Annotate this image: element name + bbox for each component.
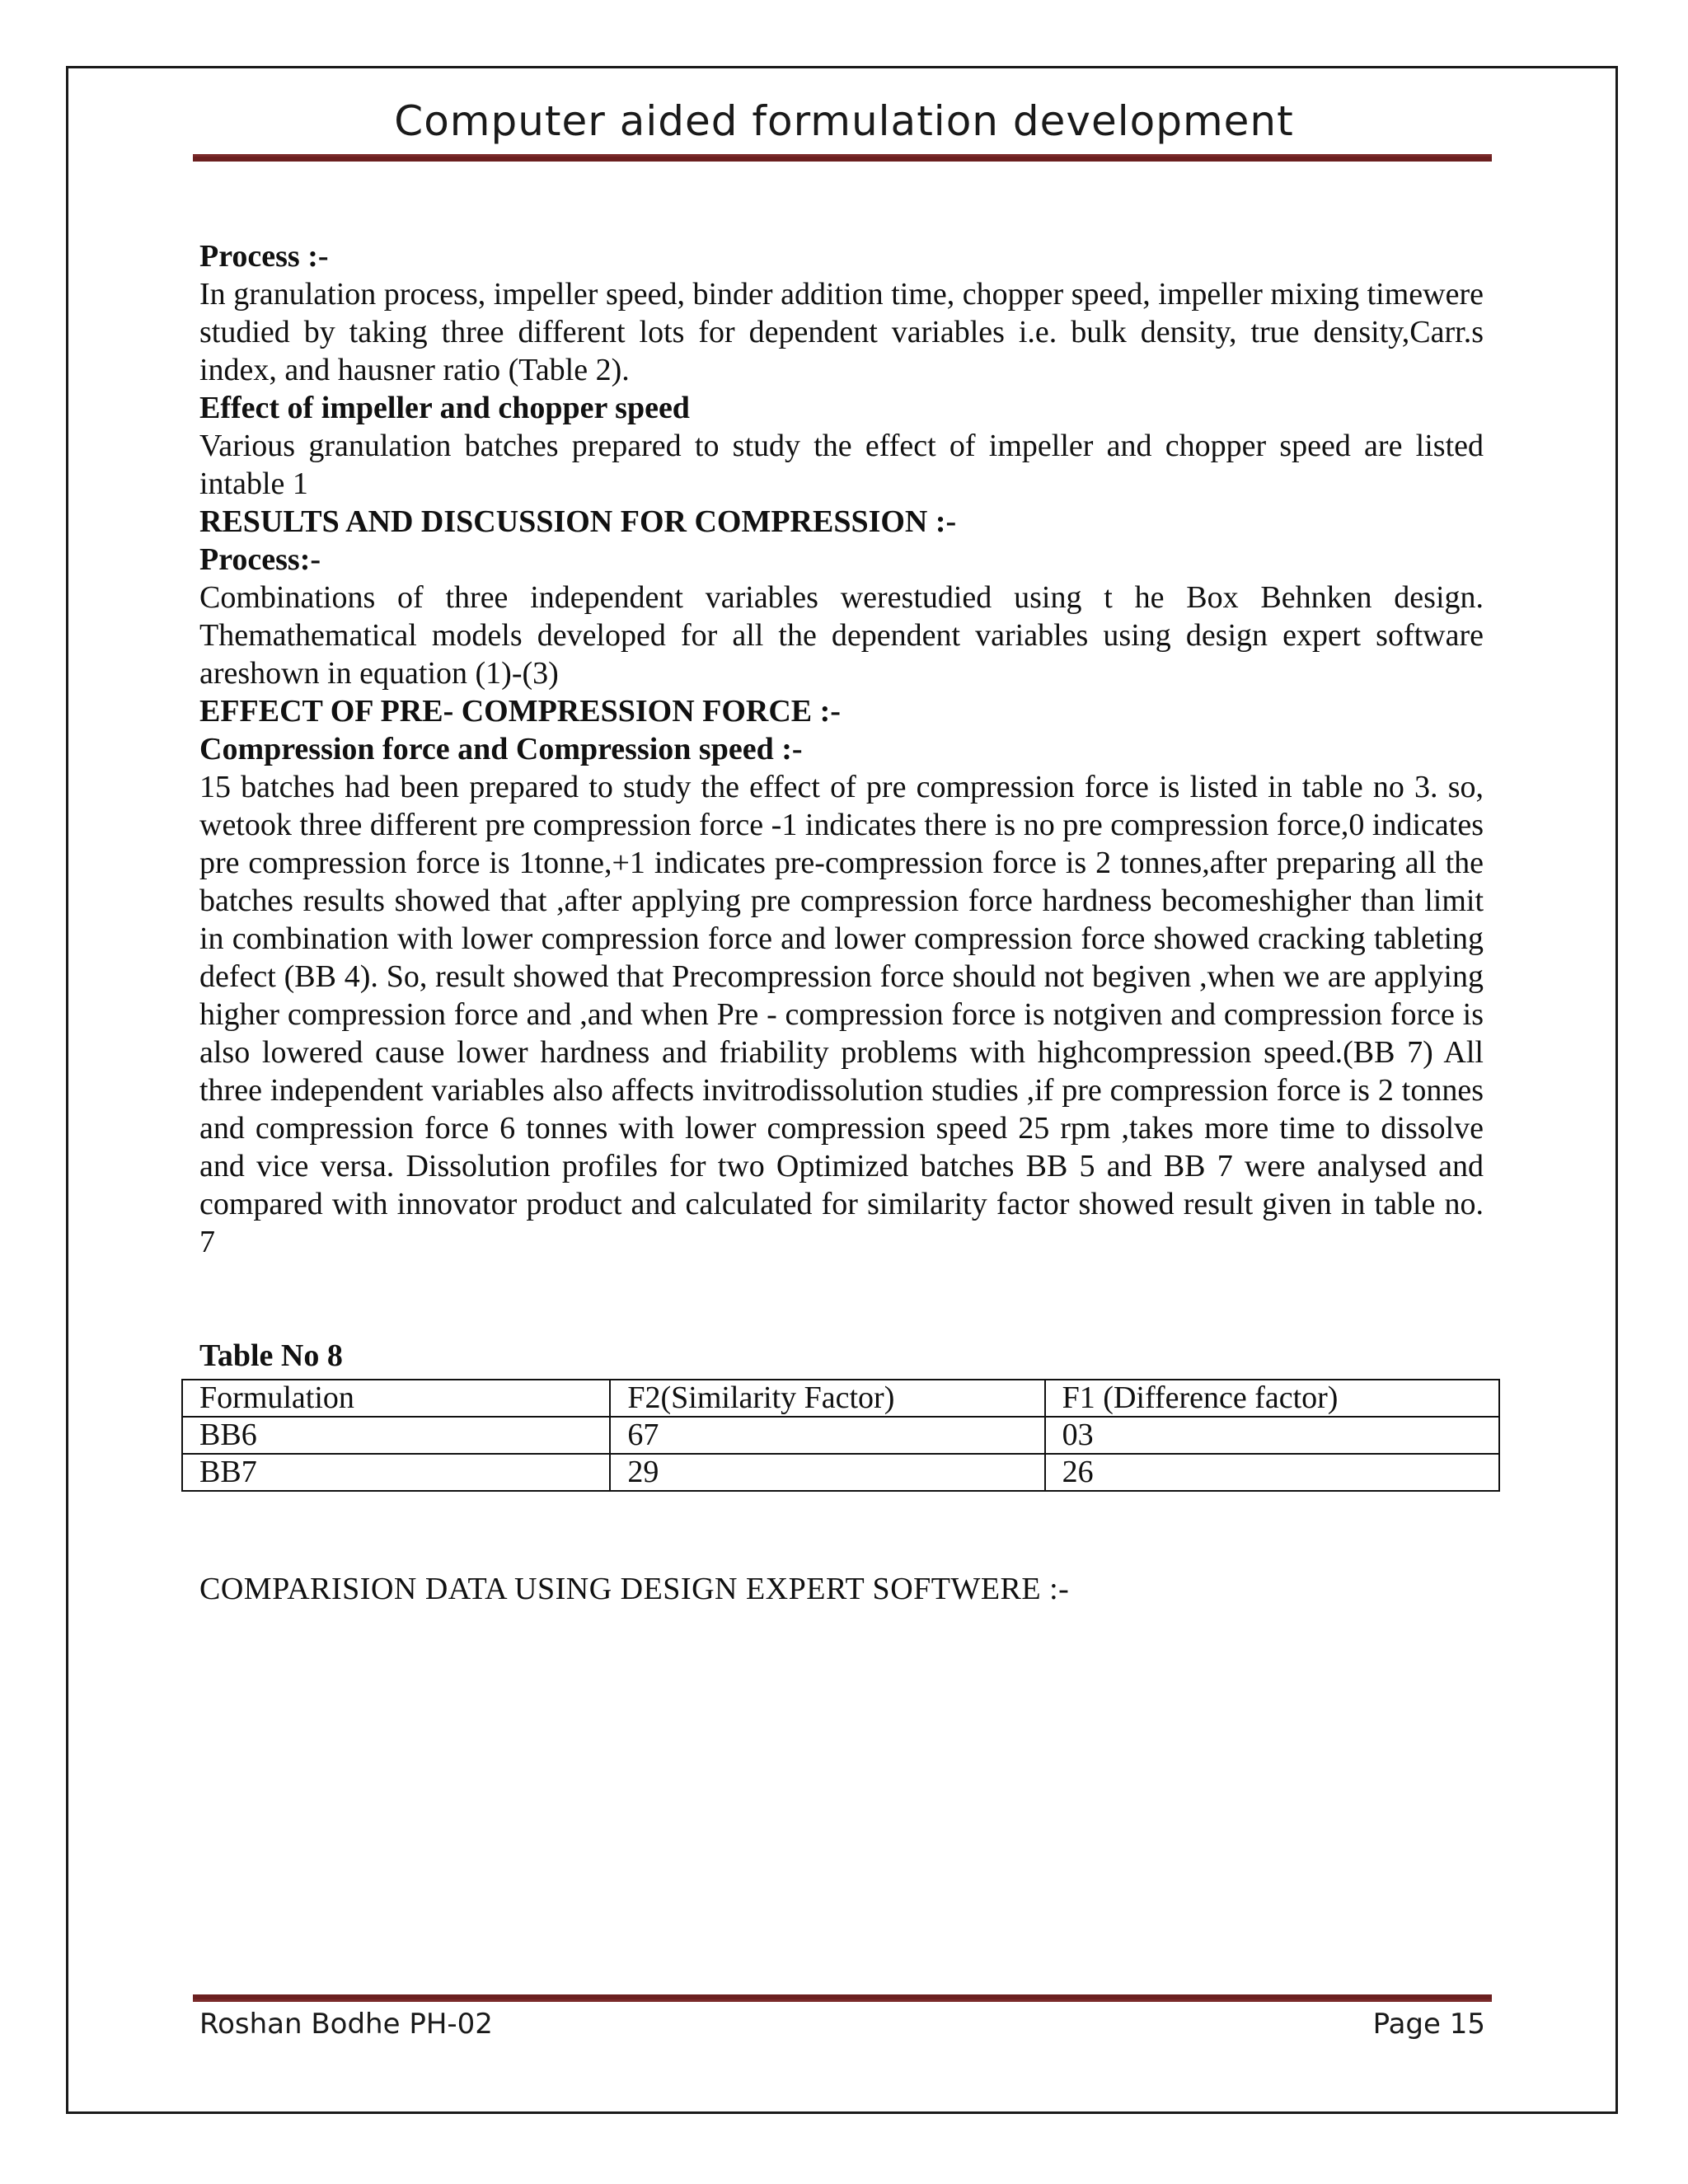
page-header-title: Computer aided formulation development [394,97,1294,145]
precompression-heading: EFFECT OF PRE- COMPRESSION FORCE :- [199,694,841,729]
process-heading: Process :- [199,239,329,274]
compression-heading: Compression force and Compression speed :- [199,732,803,766]
table-header-cell: F2(Similarity Factor) [610,1380,1044,1417]
table-cell: 03 [1045,1417,1499,1454]
footer-author: Roshan Bodhe PH-02 [199,2008,493,2041]
results-heading: RESULTS AND DISCUSSION FOR COMPRESSION :- [199,504,957,539]
footer-rule [193,1994,1492,2002]
effect-heading: Effect of impeller and chopper speed [199,391,690,425]
table-cell: 67 [610,1417,1044,1454]
compression-paragraph: 15 batches had been prepared to study the effect of pre compression force is listed in table no 3. so, wetook three different pre compression force -1 indicates there is no pre compression force,0 indicates pre compression force is 1tonne,+1 indicates pre-compression force is 2 tonnes,after preparing all the batches results showed that ,after applying pre compression force hardness becomeshigher than limit in combination with lower compression force and lower compression force showed cracking tableting defect (BB 4). So, result showed that Precompression force should not begiven ,when we are applying higher compression force and ,and when Pre - compression force is notgiven and compression force is also lowered cause lower hardness and friability problems with highcompression speed.(BB 7) All three independent variables also affects invitrodissolution studies ,if pre compression force is 2 tonnes and compression force 6 tonnes with lower compression speed 25 rpm ,takes more time to dissolve and vice versa. Dissolution profiles for two Optimized batches BB 5 and BB 7 were analysed and compared with innovator product and calculated for similarity factor showed result given in table no. 7 [199,770,1484,1259]
table-row [182,1454,1499,1491]
spacer [199,1261,1484,1337]
table-header-row [182,1380,1499,1417]
footer-page-number: Page 15 [1372,2008,1485,2041]
process2-paragraph: Combinations of three independent variables werestudied using t he Box Behnken design. Themathematical models developed for all the dependent variables using design expert software areshown in equation (1)-(3) [199,580,1484,691]
table-row [182,1417,1499,1454]
process2-heading: Process:- [199,542,321,577]
table-cell: BB7 [182,1454,610,1491]
comparision-text: COMPARISION DATA USING DESIGN EXPERT SOFTWERE :- [199,1572,1070,1606]
table-title: Table No 8 [199,1338,343,1373]
main-content [199,237,1484,1375]
process-paragraph: In granulation process, impeller speed, binder addition time, chopper speed, impeller mixing timewere studied by taking three different lots for dependent variables i.e. bulk density, true density,Carr.s index, and hausner ratio (Table 2). [199,277,1484,387]
table-header-cell: Formulation [182,1380,610,1417]
table-cell: BB6 [182,1417,610,1454]
table-header-cell: F1 (Difference factor) [1045,1380,1499,1417]
table-cell: 26 [1045,1454,1499,1491]
header-rule [193,154,1492,162]
table-cell: 29 [610,1454,1044,1491]
effect-paragraph: Various granulation batches prepared to study the effect of impeller and chopper speed are listed intable 1 [199,429,1484,501]
similarity-table [181,1379,1500,1492]
